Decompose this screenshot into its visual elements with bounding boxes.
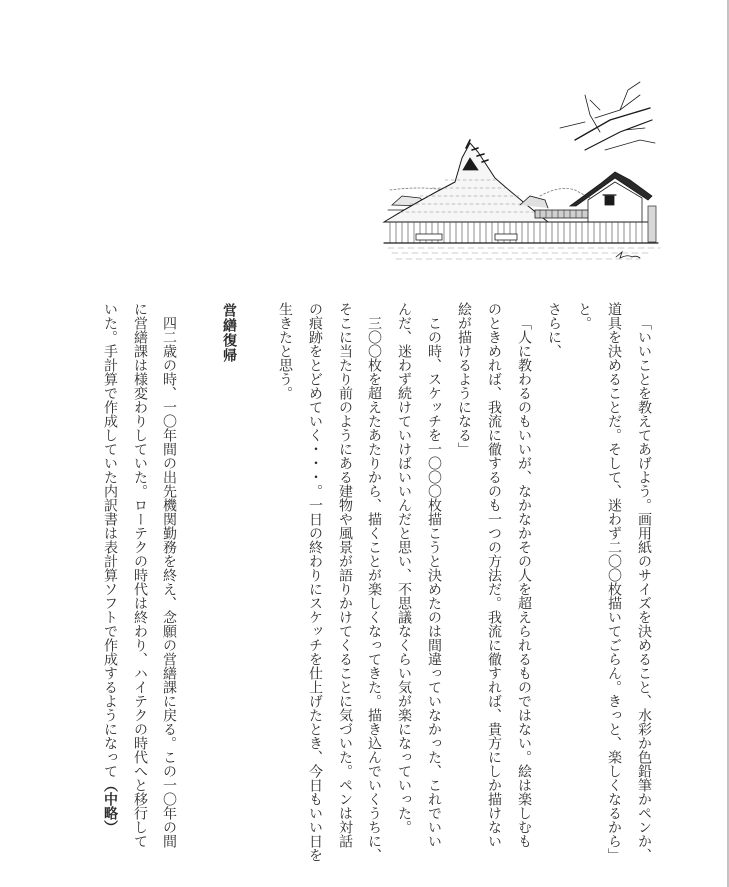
- paragraph-column: の痕跡をとどめていく・・・。一日の終わりにスケッチを仕上げたとき、今日もいい日を: [307, 302, 323, 862]
- paragraph-column: この時、スケッチを一〇〇〇枚描こうと決めたのは間違っていなかった、これでいい: [426, 316, 442, 848]
- paragraph-text: いた。手計算で作成していた内訳書は表計算ソフトで作成するようになって: [102, 302, 118, 778]
- paragraph-column: 「人に教わるのもいいが、なかなかその人を超えられるものではない。絵は楽しむも: [516, 316, 532, 848]
- paragraph-column: 道具を決めることだ。そして、迷わず二〇〇枚描いてごらん。きっと、楽しくなるから」: [606, 302, 622, 862]
- omission-note: （中略）: [102, 778, 118, 834]
- paragraph-column: そこに当たり前のようにある建物や風景が語りかけてくることに気づいた。ペンは対話: [337, 302, 353, 848]
- farmhouse-sketch-illustration: [380, 80, 700, 270]
- paragraph-column: [101, 302, 117, 862]
- paragraph-column: 「いいことを教えてあげよう。画用紙のサイズを決めること、水彩か色鉛筆かペンか、: [636, 316, 652, 862]
- paragraph-column: 絵が描けるようになる」: [456, 302, 472, 456]
- paragraph-column: に営繕課は様変わりしていた。ローテクの時代は終わり、ハイテクの時代へと移行して: [132, 302, 148, 848]
- paragraph-column: 生きたと思う。: [277, 302, 293, 400]
- paragraph-column: 三〇〇枚を超えたあたりから、描くことが楽しくなってきた。描き込んでいくうちに、: [366, 316, 382, 862]
- paragraph-column: 四二歳の時、一〇年間の出先機関勤務を終え、念願の営繕課に戻る。この一〇年の間: [161, 316, 177, 848]
- paragraph-column: んだ、迷わず続けていけばいいんだと思い、不思議なくらい気が楽になっていった。: [396, 302, 412, 834]
- section-heading: 営繕復帰: [221, 303, 237, 363]
- paragraph-column: と。: [576, 302, 592, 330]
- paragraph-column: さらに、: [546, 302, 562, 358]
- paragraph-column: のときめれば、我流に徹するのも一つの方法だ。我流に徹すれば、貴方にしか描けない: [486, 302, 502, 848]
